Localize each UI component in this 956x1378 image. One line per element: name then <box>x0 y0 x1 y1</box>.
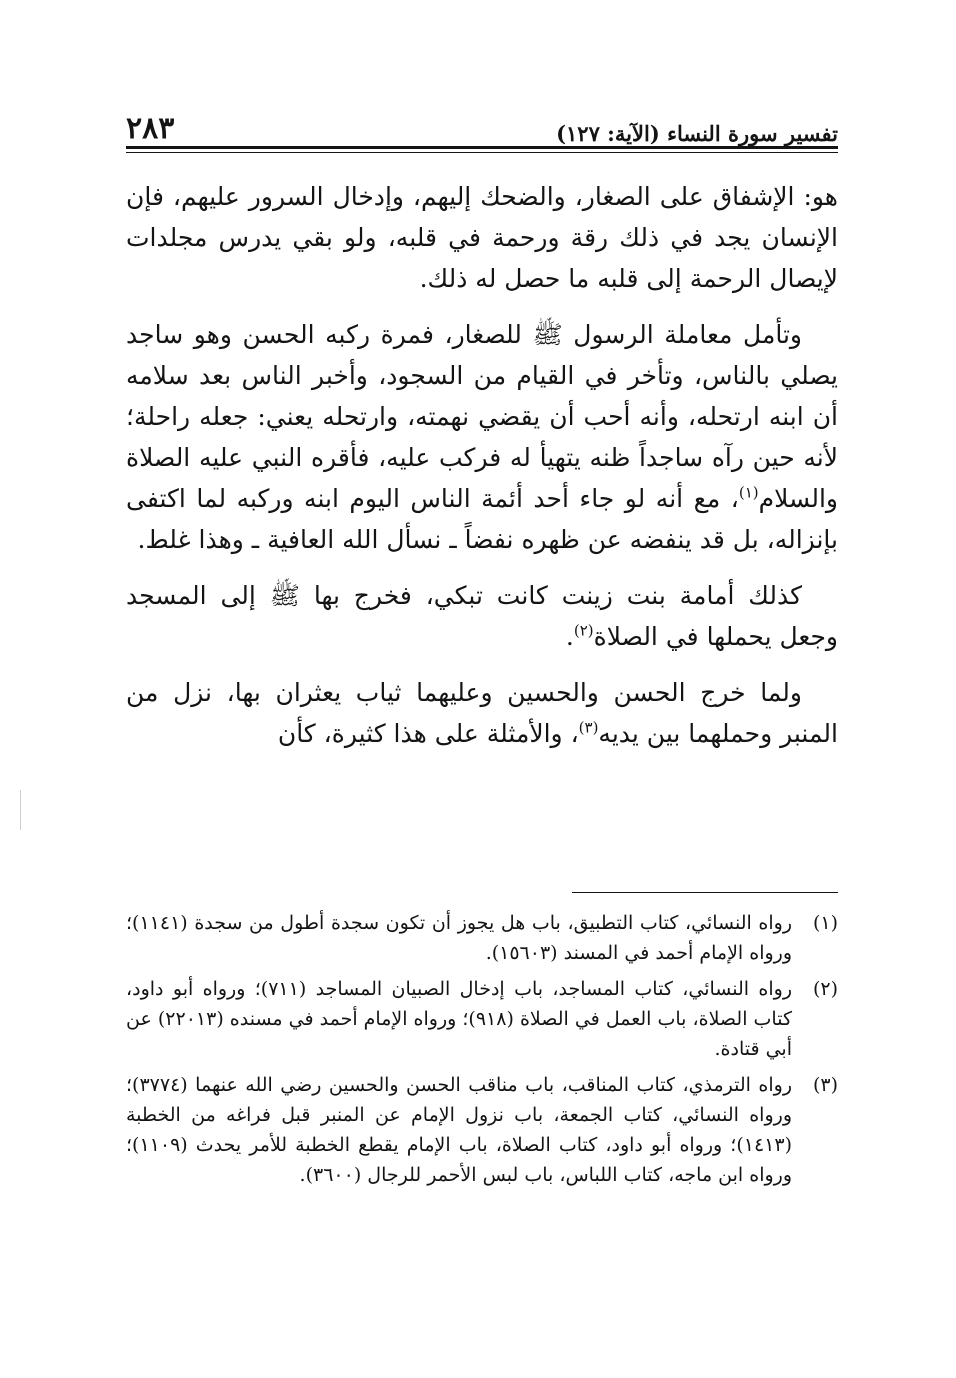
paragraph-4 <box>126 672 838 754</box>
paragraph-1 <box>126 176 838 299</box>
footnotes <box>126 908 838 1196</box>
paragraph-3 <box>126 575 838 657</box>
paragraph-4-text-a: ولما خرج الحسن والحسين وعليهما ثياب يعثران بها، نزل من المنبر وحملهما بين يديه <box>126 678 838 748</box>
paragraph-2 <box>126 314 838 560</box>
scan-edge-mark <box>20 790 21 830</box>
header-rule-thin <box>126 152 838 153</box>
paragraph-1-text: هو: الإشفاق على الصغار، والضحك إليهم، وإدخال السرور عليهم، فإن الإنسان يجد في ذلك رقة ورحمة في قلبه، ولو بقي يدرس مجلدات لإيصال الرحمة إلى قلبه ما حصل له ذلك. <box>126 182 838 293</box>
footnote-number: (١) <box>812 912 838 934</box>
paragraph-2-text-b: ، مع أنه لو جاء أحد أئمة الناس اليوم ابنه وركبه لما اكتفى بإنزاله، بل قد ينفضه عن ظهره نفضاً ـ نسأل الله العافية ـ وهذا غلط. <box>126 484 838 554</box>
footnote-ref-1[interactable]: (١) <box>738 483 759 502</box>
footnote-ref-3[interactable]: (٣) <box>578 718 599 737</box>
footnote-text: رواه النسائي، كتاب المساجد، باب إدخال الصبيان المساجد (٧١١)؛ ورواه أبو داود، كتاب الصلاة، باب العمل في الصلاة (٩١٨)؛ ورواه الإمام أحمد في مسنده (٢٢٠١٣) عن أبي قتادة. <box>126 978 792 1060</box>
page-number: ٢٨٣ <box>126 111 175 146</box>
footnote-number: (٣) <box>812 1074 838 1096</box>
page-header <box>126 96 838 146</box>
paragraph-3-text-b: . <box>565 622 574 651</box>
running-title: تفسير سورة النساء (الآية: ١٢٧) <box>556 121 838 146</box>
main-text <box>126 176 838 769</box>
footnote-text: رواه النسائي، كتاب التطبيق، باب هل يجوز أن تكون سجدة أطول من سجدة (١١٤١)؛ ورواه الإمام أحمد في المسند (١٥٦٠٣). <box>126 912 792 964</box>
footnote-number: (٢) <box>812 978 838 1000</box>
footnote-item <box>126 908 838 968</box>
paragraph-4-text-b: ، والأمثلة على هذا كثيرة، كأن <box>277 719 579 748</box>
footnote-item <box>126 1070 838 1190</box>
paragraph-2-text-a: وتأمل معاملة الرسول ﷺ للصغار، فمرة ركبه الحسن وهو ساجد يصلي بالناس، وتأخر في القيام من السجود، وأخبر الناس بعد سلامه أن ابنه ارتحله، وأنه أحب أن يقضي نهمته، وارتحله يعني: جعله راحلة؛ لأنه حين رآه ساجداً ظنه يتهيأ له فركب عليه، فأقره النبي عليه الصلاة والسلام <box>126 320 838 513</box>
paragraph-3-text-a: كذلك أمامة بنت زينت كانت تبكي، فخرج بها ﷺ إلى المسجد وجعل يحملها في الصلاة <box>126 581 838 651</box>
footnote-text: رواه الترمذي، كتاب المناقب، باب مناقب الحسن والحسين رضي الله عنهما (٣٧٧٤)؛ ورواه النسائي، كتاب الجمعة، باب نزول الإمام عن المنبر قبل فراغه من الخطبة (١٤١٣)؛ ورواه أبو داود، كتاب الصلاة، باب الإمام يقطع الخطبة للأمر يحدث (١١٠٩)؛ ورواه ابن ماجه، كتاب اللباس، باب لبس الأحمر للرجال (٣٦٠٠). <box>126 1074 792 1186</box>
header-rule-thick <box>126 146 838 149</box>
footnote-ref-2[interactable]: (٢) <box>573 621 594 640</box>
footnote-item <box>126 974 838 1064</box>
footnote-separator <box>572 892 838 893</box>
